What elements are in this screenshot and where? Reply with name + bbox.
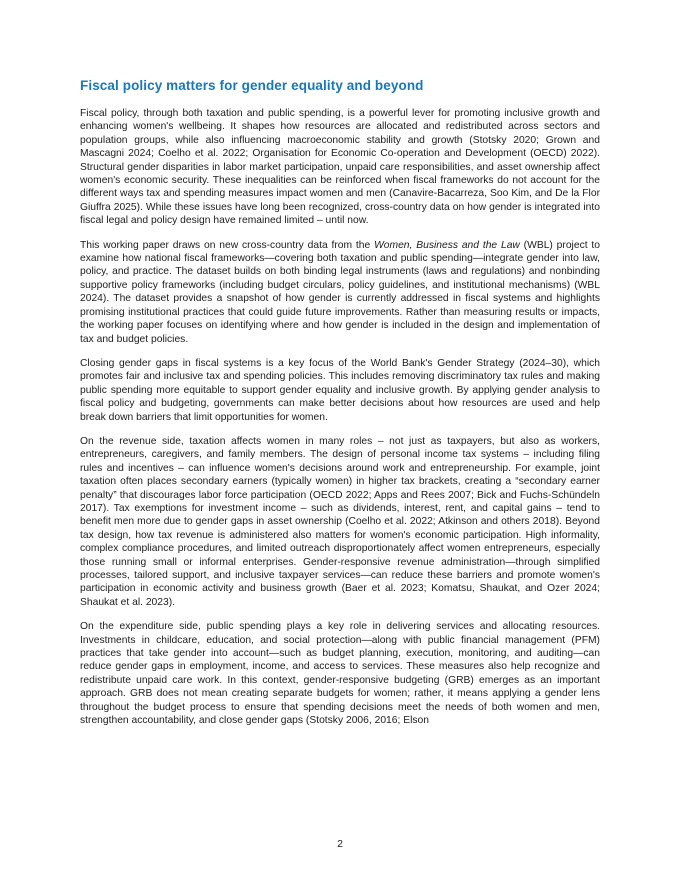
paragraph-5: On the expenditure side, public spending plays a key role in delivering services and allocating resources. Investments in childcare, education, and social protection—along with public financial management (PFM) practices that take gender into account—such as budget planning, execution, monitoring, and auditing—can reduce gender gaps in employment, income, and access to services. These measures also help recognize and redistribute unpaid care work. In this context, gender-responsive budgeting (GRB) emerges as an important approach. GRB does not mean creating separate budgets for women; rather, it means applying a gender lens throughout the budget process to ensure that spending decisions meet the needs of both women and men, strengthen accountability, and close gender gaps (Stotsky 2006, 2016; Elson: [80, 621, 600, 727]
paragraph-1: Fiscal policy, through both taxation and public spending, is a powerful lever for promoting inclusive growth and enhancing women's wellbeing. It shapes how resources are allocated and redistributed across sectors and population groups, while also influencing macroeconomic stability and growth (Stotsky 2020; Grown and Mascagni 2024; Coelho et al. 2022; Organisation for Economic Co-operation and Development (OECD) 2022). Structural gender disparities in labor market participation, unpaid care responsibilities, and asset ownership affect women's economic security. These inequalities can be reinforced when fiscal frameworks do not account for the different ways tax and spending measures impact women and men (Canavire-Bacarreza, Soo Kim, and De la Flor Giuffra 2025). While these issues have long been recognized, cross-country data on how gender is integrated into fiscal legal and policy design have remained limited – until now.: [80, 108, 600, 227]
paragraph-3: Closing gender gaps in fiscal systems is a key focus of the World Bank's Gender Strategy (2024–30), which promotes fair and inclusive tax and spending policies. This includes removing discriminatory tax rules and making public spending more equitable to support gender equality and inclusive growth. By applying gender analysis to fiscal policy and budgeting, governments can make better decisions about how resources are used and help break down barriers that limit opportunities for women.: [80, 357, 600, 423]
document-body: [80, 78, 600, 738]
paragraph-2: [80, 239, 600, 346]
paragraph-2-italic-title: Women, Business and the Law: [374, 239, 520, 251]
paragraph-4: On the revenue side, taxation affects women in many roles – not just as taxpayers, but also as workers, entrepreneurs, caregivers, and family members. The design of personal income tax systems – including filing rules and incentives – can influence women's decisions around work and entrepreneurship. For example, joint taxation often places secondary earners (typically women) in higher tax brackets, creating a “secondary earner penalty” that discourages labor force participation (OECD 2022; Apps and Rees 2007; Bick and Fuchs-Schündeln 2017). Tax exemptions for investment income – such as dividends, interest, rent, and capital gains – tend to benefit men more due to gender gaps in asset ownership (Coelho et al. 2022; Atkinson and others 2018). Beyond tax design, how tax revenue is administered also matters for women's economic participation. High informality, complex compliance procedures, and limited outreach disproportionately affect women entrepreneurs, especially those running small or informal enterprises. Gender-responsive revenue administration—through simplified processes, tailored support, and inclusive taxpayer services—can reduce these barriers and promote women's participation in economic activity and business growth (Baer et al. 2023; Komatsu, Shaukat, and Ozer 2024; Shaukat et al. 2023).: [80, 435, 600, 608]
paragraph-2-text-post: (WBL) project to examine how national fiscal frameworks—covering both taxation and public spending—integrate gender into law, policy, and practice. The dataset builds on both binding legal instruments (laws and regulations) and nonbinding supportive policy frameworks (including budget circulars, policy guidelines, and institutional mechanisms) (WBL 2024). The dataset provides a snapshot of how gender is currently addressed in fiscal systems and highlights promising institutional practices that could guide future improvements. Rather than measuring results or impacts, the working paper focuses on identifying where and how gender is included in the design and implementation of tax and budget policies.: [80, 239, 600, 345]
section-heading: Fiscal policy matters for gender equality and beyond: [80, 78, 424, 93]
page-number: 2: [337, 838, 343, 850]
paragraph-2-text-pre: This working paper draws on new cross-country data from the: [80, 239, 375, 251]
